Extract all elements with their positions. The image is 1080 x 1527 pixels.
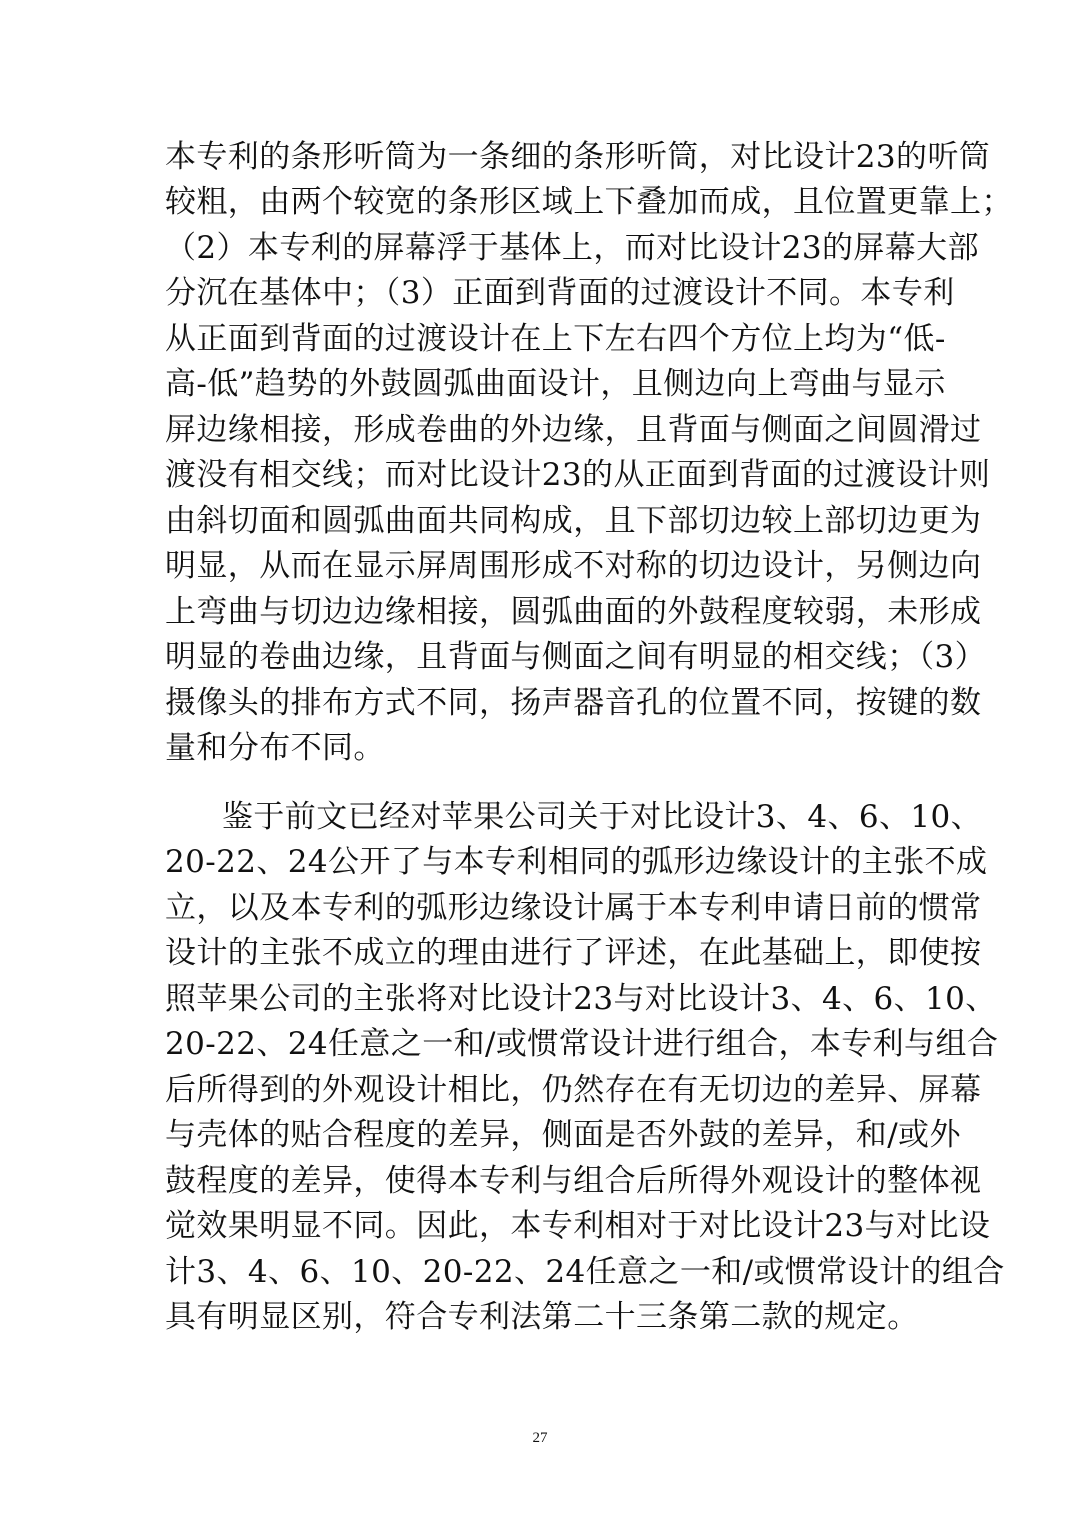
paragraph-1-line-7: 屏边缘相接，形成卷曲的外边缘，且背面与侧面之间圆滑过: [165, 412, 982, 448]
paragraph-1-line-1: 本专利的条形听筒为一条细的条形听筒，对比设计23的听筒: [165, 139, 991, 175]
paragraph-2-line-2: 20-22、24公开了与本专利相同的弧形边缘设计的主张不成: [165, 844, 988, 880]
paragraph-2-line-9: 鼓程度的差异，使得本专利与组合后所得外观设计的整体视: [165, 1163, 982, 1199]
paragraph-1-line-13: 摄像头的排布方式不同，扬声器音孔的位置不同，按键的数: [165, 685, 982, 721]
paragraph-2-line-11: 计3、4、6、10、20-22、24任意之一和/或惯常设计的组合: [165, 1254, 1005, 1290]
paragraph-2-line-3: 立，以及本专利的弧形边缘设计属于本专利申请日前的惯常: [165, 890, 982, 926]
paragraph-1-line-6: 高-低”趋势的外鼓圆弧曲面设计，且侧边向上弯曲与显示: [165, 366, 946, 402]
paragraph-1-line-2: 较粗，由两个较宽的条形区域上下叠加而成，且位置更靠上；: [165, 184, 1013, 220]
paragraph-2-line-8: 与壳体的贴合程度的差异，侧面是否外鼓的差异，和/或外: [165, 1117, 961, 1153]
paragraph-1-line-14: 量和分布不同。: [165, 730, 385, 766]
paragraph-1-line-4: 分沉在基体中；（3）正面到背面的过渡设计不同。本专利: [165, 275, 955, 311]
paragraph-2-line-7: 后所得到的外观设计相比，仍然存在有无切边的差异、屏幕: [165, 1072, 982, 1108]
page-number: 27: [532, 1430, 548, 1446]
paragraph-1-line-12: 明显的卷曲边缘，且背面与侧面之间有明显的相交线；（3）: [165, 639, 987, 675]
paragraph-2-line-1: 鉴于前文已经对苹果公司关于对比设计3、4、6、10、: [222, 799, 983, 835]
paragraph-1-line-9: 由斜切面和圆弧曲面共同构成，且下部切边较上部切边更为: [165, 503, 982, 539]
paragraph-2-line-10: 觉效果明显不同。因此，本专利相对于对比设计23与对比设: [165, 1208, 991, 1244]
paragraph-1-line-5: 从正面到背面的过渡设计在上下左右四个方位上均为“低-: [165, 321, 946, 357]
paragraph-1-line-3: （2）本专利的屏幕浮于基体上，而对比设计23的屏幕大部: [165, 230, 979, 266]
paragraph-2-line-5: 照苹果公司的主张将对比设计23与对比设计3、4、6、10、: [165, 981, 997, 1017]
paragraph-2-line-6: 20-22、24任意之一和/或惯常设计进行组合，本专利与组合: [165, 1026, 999, 1062]
paragraph-2-line-4: 设计的主张不成立的理由进行了评述，在此基础上，即使按: [165, 935, 982, 971]
paragraph-2-line-12: 具有明显区别，符合专利法第二十三条第二款的规定。: [165, 1299, 919, 1335]
paragraph-1-line-10: 明显，从而在显示屏周围形成不对称的切边设计，另侧边向: [165, 548, 982, 584]
paragraph-1-line-8: 渡没有相交线；而对比设计23的从正面到背面的过渡设计则: [165, 457, 991, 493]
paragraph-1-line-11: 上弯曲与切边边缘相接，圆弧曲面的外鼓程度较弱，未形成: [165, 594, 982, 630]
